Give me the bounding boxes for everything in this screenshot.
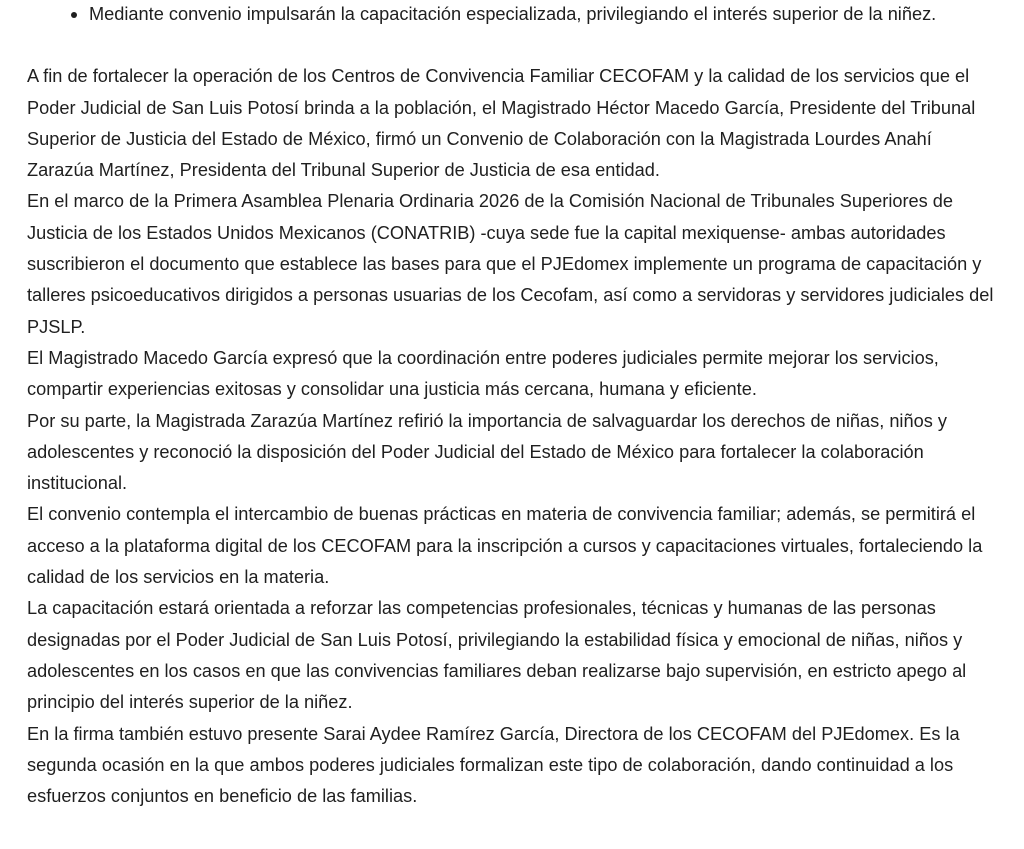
paragraph-agreement-scope: El convenio contempla el intercambio de buenas prácticas en materia de convivencia familiar; además, se permitirá el acceso a la plataforma digital de los CECOFAM para la inscripción a cursos y capacitaciones virtuales, fortaleciendo la calidad de los servicios en la materia. — [27, 504, 983, 588]
paragraph-training-focus: La capacitación estará orientada a reforzar las competencias profesionales, técnicas y humanas de las personas designadas por el Poder Judicial de San Luis Potosí, privilegiando la estabilidad física y emocional de niñas, niños y adolescentes en los casos en que las convivencias familiares deban realizarse bajo supervisión, en estricto apego al principio del interés superior de la niñez. — [27, 598, 967, 713]
article-body — [27, 0, 999, 812]
summary-bullet-list — [27, 0, 999, 30]
paragraph-intro: A fin de fortalecer la operación de los Centros de Convivencia Familiar CECOFAM y la calidad de los servicios que el Poder Judicial de San Luis Potosí brinda a la población, el Magistrado Héctor Macedo García, Presidente del Tribunal Superior de Justicia del Estado de México, firmó un Convenio de Colaboración con la Magistrada Lourdes Anahí Zarazúa Martínez, Presidenta del Tribunal Superior de Justicia de esa entidad. — [27, 66, 976, 181]
paragraph-signing-attendees: En la firma también estuvo presente Sarai Aydee Ramírez García, Directora de los CECOFAM del PJEdomex. Es la segunda ocasión en la que ambos poderes judiciales formalizan este tipo de colaboración, dando continuidad a los esfuerzos conjuntos en beneficio de las familias. — [27, 723, 960, 807]
paragraph-conatrib: En el marco de la Primera Asamblea Plenaria Ordinaria 2026 de la Comisión Nacional de Tribunales Superiores de Justicia de los Estados Unidos Mexicanos (CONATRIB) -cuya sede fue la capital mexiquense- ambas autoridades suscribieron el documento que establece las bases para que el PJEdomex implemente un programa de capacitación y talleres psicoeducativos dirigidos a personas usuarias de los Cecofam, así como a servidoras y servidores judiciales del PJSLP. — [27, 191, 994, 337]
paragraph-macedo-statement: El Magistrado Macedo García expresó que la coordinación entre poderes judiciales permite mejorar los servicios, compartir experiencias exitosas y consolidar una justicia más cercana, humana y eficiente. — [27, 347, 939, 400]
article-paragraphs — [27, 61, 999, 812]
summary-bullet-item: Mediante convenio impulsarán la capacitación especializada, privilegiando el interés superior de la niñez. — [89, 0, 999, 30]
paragraph-zarazua-statement: Por su parte, la Magistrada Zarazúa Martínez refirió la importancia de salvaguardar los derechos de niñas, niños y adolescentes y reconoció la disposición del Poder Judicial del Estado de México para fortalecer la colaboración institucional. — [27, 410, 947, 494]
